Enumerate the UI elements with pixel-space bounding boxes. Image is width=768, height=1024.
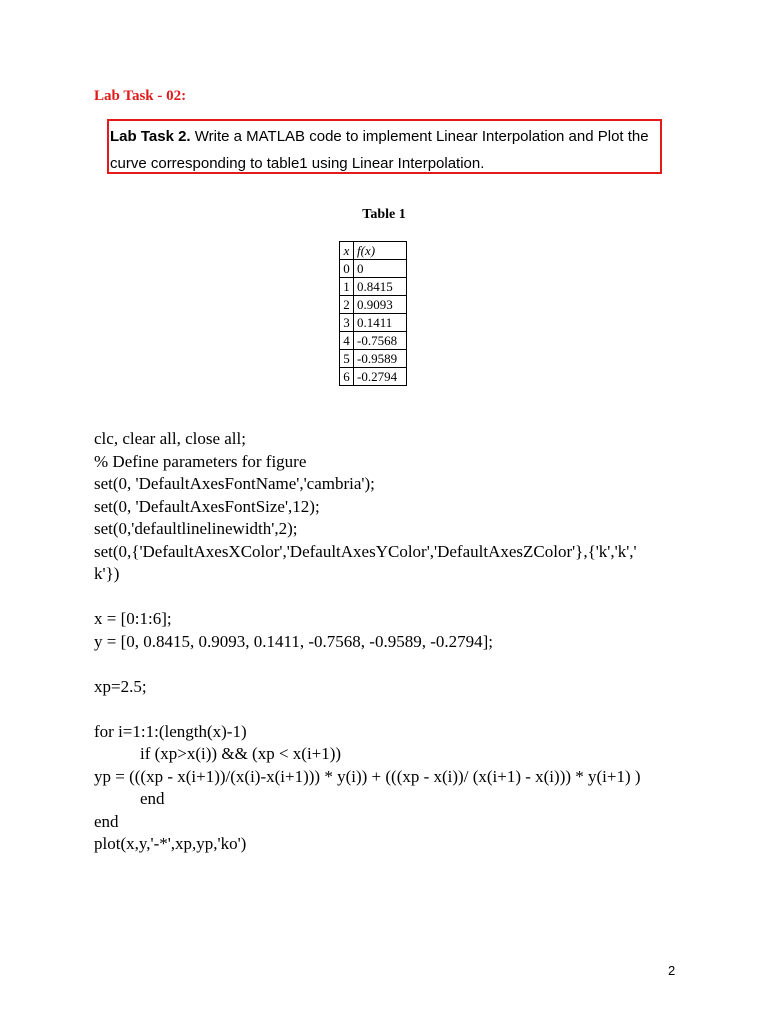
table-row — [340, 368, 407, 386]
table-header-row — [340, 242, 407, 260]
table-row — [340, 350, 407, 368]
code-line: for i=1:1:(length(x)-1) — [94, 721, 247, 741]
table-row — [340, 332, 407, 350]
code-line: k'}) — [94, 564, 120, 583]
lab-task-heading: Lab Task - 02: — [94, 88, 187, 104]
table-cell-fx: 0.8415 — [354, 278, 407, 296]
page-number: 2 — [668, 963, 676, 978]
table-cell-x: 1 — [340, 278, 354, 296]
table-cell-fx: 0.1411 — [354, 314, 407, 332]
task-description-box — [107, 119, 662, 174]
code-line: xp=2.5; — [94, 676, 147, 696]
table-row — [340, 296, 407, 314]
code-line: yp = (((xp - x(i+1))/(x(i)-x(i+1))) * y(i)) + (((xp - x(i))/ (x(i+1) - x(i))) * y(i+1) ) — [94, 766, 641, 786]
code-line: end — [94, 811, 119, 831]
matlab-code-block — [94, 428, 694, 856]
table-cell-fx: -0.2794 — [354, 368, 407, 386]
table-cell-fx: 0.9093 — [354, 296, 407, 314]
table-cell-x: 5 — [340, 350, 354, 368]
code-line: plot(x,y,'-*',xp,yp,'ko') — [94, 834, 247, 853]
code-line: set(0, 'DefaultAxesFontName','cambria'); — [94, 474, 375, 493]
code-line: set(0,'defaultlinelinewidth',2); — [94, 519, 298, 538]
table-header-fx: f(x) — [354, 242, 407, 260]
table-cell-x: 2 — [340, 296, 354, 314]
code-line: set(0, 'DefaultAxesFontSize',12); — [94, 496, 320, 516]
table-row — [340, 314, 407, 332]
table-cell-fx: 0 — [354, 260, 407, 278]
code-line: clc, clear all, close all; — [94, 429, 246, 448]
code-line — [94, 698, 694, 721]
table-cell-x: 4 — [340, 332, 354, 350]
table-cell-fx: -0.7568 — [354, 332, 407, 350]
code-line: % Define parameters for figure — [94, 451, 307, 471]
table-cell-fx: -0.9589 — [354, 350, 407, 368]
table-cell-x: 6 — [340, 368, 354, 386]
table-cell-x: 3 — [340, 314, 354, 332]
code-line: y = [0, 0.8415, 0.9093, 0.1411, -0.7568, -0.9589, -0.2794]; — [94, 631, 493, 651]
data-table — [339, 241, 407, 386]
task-label: Lab Task 2. — [110, 128, 191, 145]
code-line — [94, 653, 694, 676]
table-row — [340, 278, 407, 296]
code-line: if (xp>x(i)) && (xp < x(i+1)) — [140, 744, 342, 763]
table-row — [340, 260, 407, 278]
code-line — [94, 586, 694, 609]
table-cell-x: 0 — [340, 260, 354, 278]
code-line: x = [0:1:6]; — [94, 609, 172, 628]
table-header-x: x — [340, 242, 354, 260]
table-title: Table 1 — [362, 207, 406, 222]
code-line: set(0,{'DefaultAxesXColor','DefaultAxesYColor','DefaultAxesZColor'},{'k','k',' — [94, 541, 637, 561]
task-text: Write a MATLAB code to implement Linear Interpolation and Plot the curve corresponding to table1 using Linear Interpolation. — [110, 128, 649, 172]
code-line: end — [140, 789, 165, 808]
